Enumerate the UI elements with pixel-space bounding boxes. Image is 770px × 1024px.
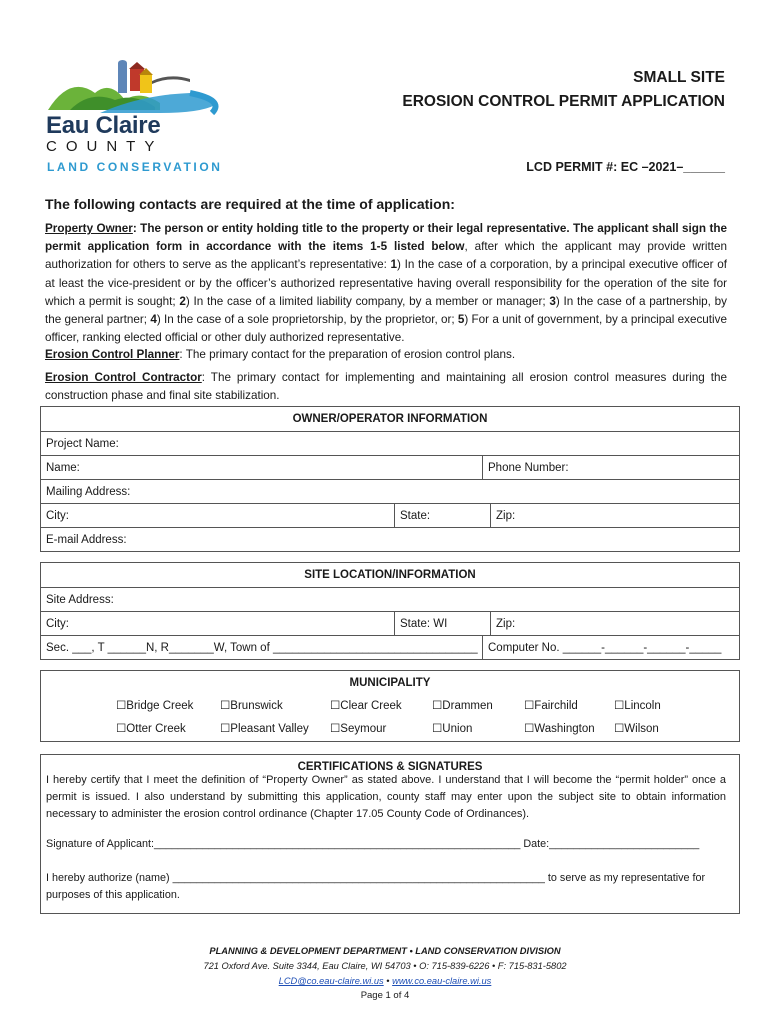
paragraph-text: ) For a unit of government, by a principal executive officer, ranking elected official or other duly authorized representative.: [45, 313, 727, 345]
signature-line[interactable]: Signature of Applicant:_____________________________________________________________ Date:_________________________: [46, 838, 700, 850]
page-number: Page 1 of 4: [360, 990, 410, 1001]
contractor-term: Erosion Control Contractor: [45, 371, 202, 384]
municipality-checkbox[interactable]: ☐Lincoln: [614, 700, 661, 712]
email-link[interactable]: LCD@co.eau-claire.wi.us: [278, 976, 384, 986]
state-field[interactable]: State:: [394, 504, 490, 527]
city-field[interactable]: City:: [46, 509, 69, 522]
municipality-checkbox[interactable]: ☐Wilson: [614, 723, 659, 735]
name-row: [41, 455, 739, 479]
section-township-range-field[interactable]: Sec. ___, T ______N, R_______W, Town of ________________________________: [46, 641, 478, 654]
owner-operator-section: [40, 406, 740, 552]
site-city-field[interactable]: City:: [46, 617, 69, 630]
phone-field[interactable]: Phone Number:: [482, 456, 739, 479]
paragraph-text: ) In the case of a corporation, by a principal executive officer of at least the vice-president or by the officer’s authorized representative having overall responsibility for the operation of the site for which a permit is sought;: [45, 258, 727, 308]
municipality-checkbox[interactable]: ☐Brunswick: [220, 700, 283, 712]
municipality-checkbox[interactable]: ☐Pleasant Valley: [220, 723, 309, 735]
municipality-checkbox[interactable]: ☐Seymour: [330, 723, 387, 735]
zip-field[interactable]: Zip:: [490, 504, 739, 527]
project-name-field[interactable]: Project Name:: [46, 437, 119, 450]
site-zip-field[interactable]: Zip:: [490, 612, 739, 635]
footer-links: [0, 974, 770, 989]
mailing-address-field[interactable]: Mailing Address:: [46, 485, 131, 498]
footer: [0, 944, 770, 989]
site-location-section: [40, 562, 740, 660]
property-owner-paragraph: [45, 220, 727, 347]
municipality-checkbox[interactable]: ☐Washington: [524, 723, 595, 735]
section-header: SITE LOCATION/INFORMATION: [304, 569, 476, 581]
paragraph-text: : The primary contact for implementing and maintaining all erosion control measures during the construction phase and final site stabilization.: [45, 371, 728, 403]
logo-land-conservation: LAND CONSERVATION: [47, 160, 223, 174]
municipality-checkbox[interactable]: ☐Union: [432, 723, 473, 735]
municipality-checkbox[interactable]: ☐Drammen: [432, 700, 493, 712]
name-field[interactable]: Name:: [46, 461, 80, 474]
municipality-checkbox[interactable]: ☐Bridge Creek: [116, 700, 194, 712]
sec-row: [41, 635, 739, 659]
municipality-checkbox[interactable]: ☐Clear Creek: [330, 700, 402, 712]
project-name-row: [41, 431, 739, 455]
footer-separator: •: [383, 976, 393, 986]
permit-number: LCD PERMIT #: EC –2021–______: [526, 160, 725, 174]
footer-address: 721 Oxford Ave. Suite 3344, Eau Claire, WI 54703 • O: 715-839-6226 • F: 715-831-5802: [203, 961, 567, 971]
city-row: [41, 503, 739, 527]
email-field[interactable]: E-mail Address:: [46, 533, 127, 546]
computer-number-field[interactable]: Computer No. ______-______-______-_____: [482, 636, 739, 659]
contacts-heading: The following contacts are required at the time of application:: [45, 196, 455, 212]
site-address-field[interactable]: Site Address:: [46, 593, 114, 606]
footer-department: PLANNING & DEVELOPMENT DEPARTMENT • LAND CONSERVATION DIVISION: [209, 946, 561, 956]
paragraph-text: ) In the case of a limited liability company, by a member or manager;: [185, 294, 550, 308]
site-city-row: [41, 611, 739, 635]
item-number: 4: [150, 313, 157, 327]
landscape-logo-icon: [40, 55, 240, 115]
email-row: [41, 527, 739, 551]
municipality-checkbox[interactable]: ☐Otter Creek: [116, 723, 186, 735]
paragraph-text: , after which the applicant may provide written authorization for others to serve as the applicant’s representative:: [45, 240, 727, 272]
section-header: CERTIFICATIONS & SIGNATURES: [297, 761, 483, 773]
municipality-checkbox[interactable]: ☐Fairchild: [524, 700, 578, 712]
logo-wordmark: Eau Claire: [46, 112, 161, 139]
mailing-row: [41, 479, 739, 503]
planner-paragraph: [45, 346, 727, 364]
county-logo: [40, 55, 240, 175]
planner-term: Erosion Control Planner: [45, 348, 180, 361]
authorize-representative-line[interactable]: I hereby authorize (name) ______________________________________________________________ to serve as my representative for purposes of this application.: [46, 872, 706, 901]
title-line-1: SMALL SITE: [633, 69, 725, 86]
item-number: 3: [549, 294, 556, 308]
paragraph-text: ) In the case of a partnership, by the general partner;: [45, 294, 728, 327]
website-link[interactable]: www.co.eau-claire.wi.us: [392, 976, 492, 986]
logo-county: COUNTY: [46, 138, 164, 155]
certification-statement: I hereby certify that I meet the definition of “Property Owner” as stated above. I understand that I will become the “permit holder” once a permit is issued. I also understand by submitting this application, county staff may enter upon the subject site to obtain information necessary to administer the erosion control ordinance (Chapter 17.05 County Code of Ordinances).: [46, 774, 726, 820]
site-state-field[interactable]: State: WI: [394, 612, 490, 635]
item-number: 2: [179, 294, 186, 308]
paragraph-text: ) In the case of a sole proprietorship, by the proprietor, or;: [156, 313, 458, 327]
property-owner-term: Property Owner: [45, 222, 133, 235]
item-number: 5: [457, 313, 465, 327]
document-title: [402, 66, 725, 114]
section-header: MUNICIPALITY: [349, 677, 431, 689]
contractor-paragraph: [45, 369, 727, 405]
property-owner-definition: : The person or entity holding title to the property or their legal representative. The applicant shall sign the permit application form in accordance with the items 1-5 listed below: [45, 222, 727, 254]
item-number: 1: [390, 258, 398, 272]
title-line-2: EROSION CONTROL PERMIT APPLICATION: [402, 93, 725, 110]
section-header: OWNER/OPERATOR INFORMATION: [292, 413, 488, 425]
paragraph-text: : The primary contact for the preparation of erosion control plans.: [179, 348, 516, 361]
site-address-row: [41, 587, 739, 611]
